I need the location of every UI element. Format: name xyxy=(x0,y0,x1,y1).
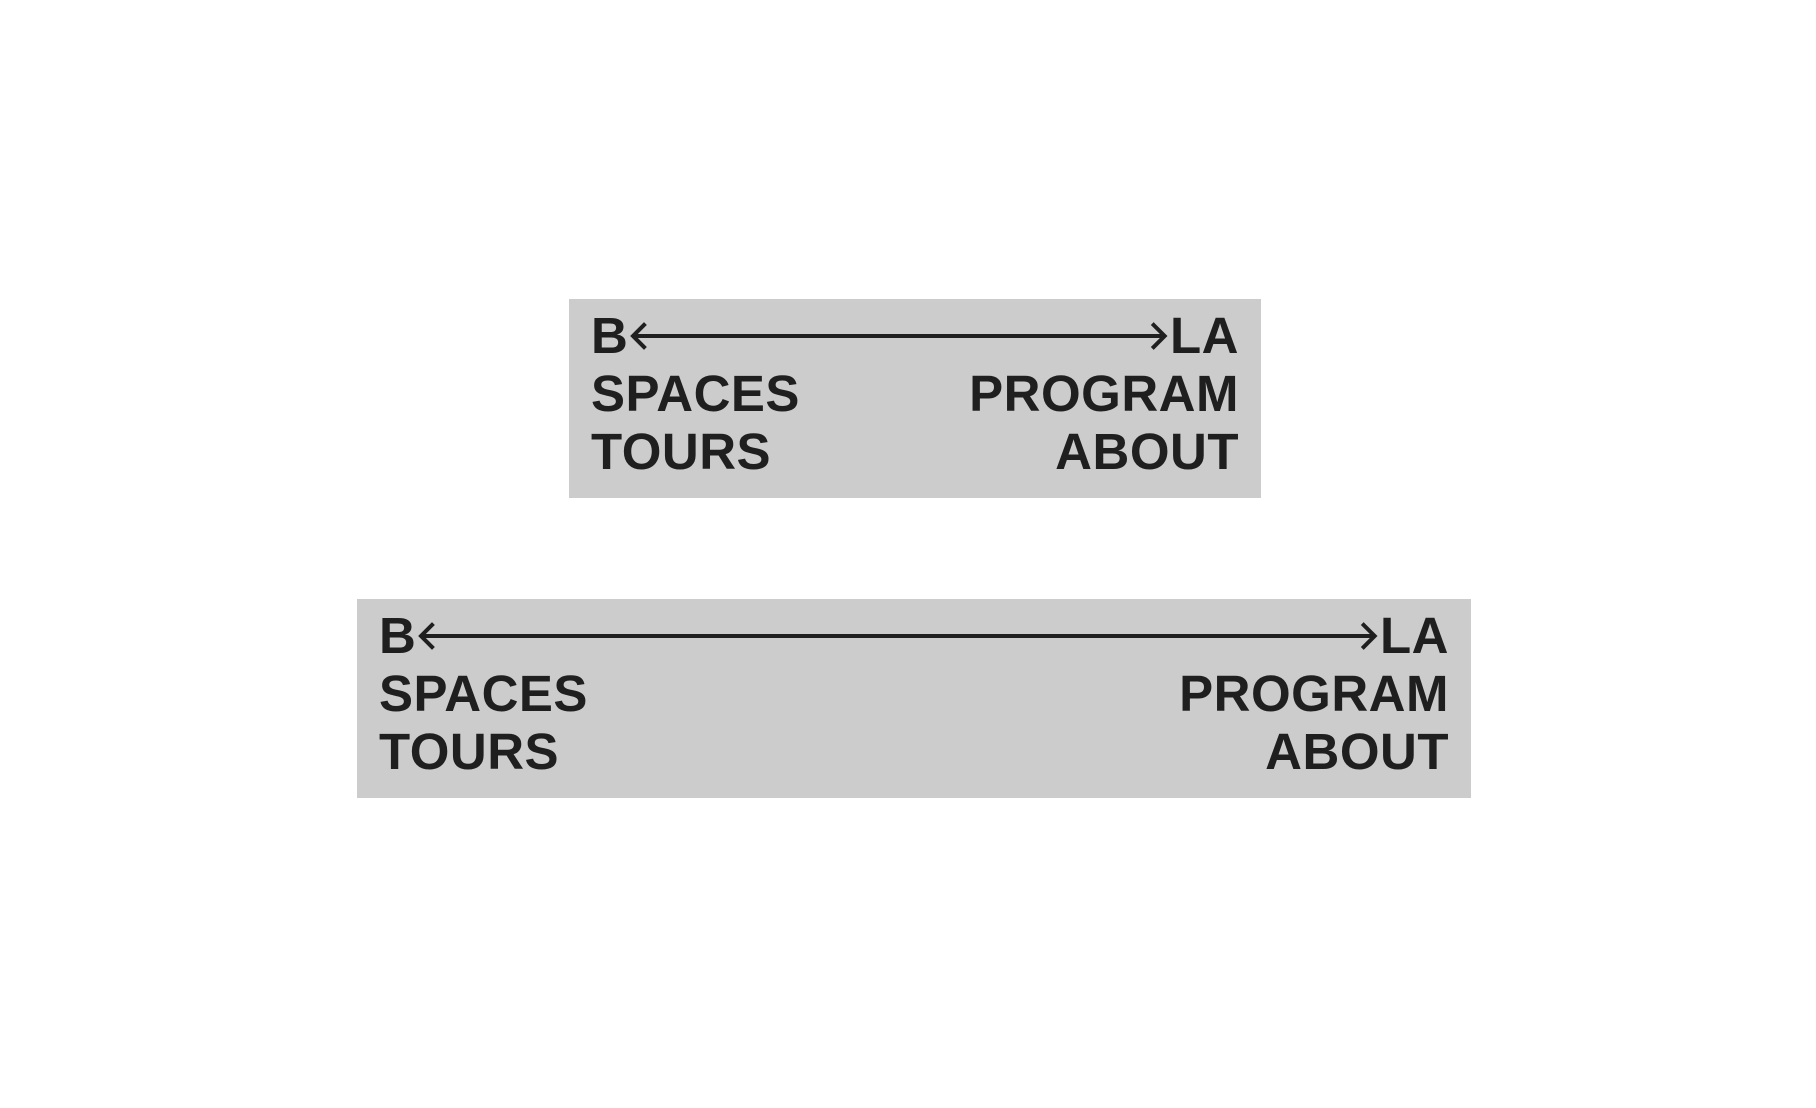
nav-link-program[interactable]: PROGRAM xyxy=(1179,665,1449,722)
link-row-2 xyxy=(379,723,1449,781)
nav-link-spaces[interactable]: SPACES xyxy=(379,665,588,722)
origin-label[interactable]: B xyxy=(379,607,417,664)
nav-link-about[interactable]: ABOUT xyxy=(1055,423,1239,480)
link-row-2 xyxy=(591,423,1239,481)
destination-label[interactable]: LA xyxy=(1170,307,1239,364)
double-arrow-icon xyxy=(630,307,1168,365)
link-row-1 xyxy=(591,365,1239,423)
route-row xyxy=(379,607,1449,665)
destination-label[interactable]: LA xyxy=(1380,607,1449,664)
link-row-1 xyxy=(379,665,1449,723)
nav-box-wide xyxy=(357,599,1471,798)
nav-box-compact xyxy=(569,299,1261,498)
nav-link-about[interactable]: ABOUT xyxy=(1265,723,1449,780)
nav-link-program[interactable]: PROGRAM xyxy=(969,365,1239,422)
route xyxy=(379,607,1449,665)
route xyxy=(591,307,1239,365)
nav-link-tours[interactable]: TOURS xyxy=(591,423,772,480)
nav-link-spaces[interactable]: SPACES xyxy=(591,365,800,422)
route-row xyxy=(591,307,1239,365)
origin-label[interactable]: B xyxy=(591,307,629,364)
double-arrow-icon xyxy=(418,607,1378,665)
nav-link-tours[interactable]: TOURS xyxy=(379,723,560,780)
